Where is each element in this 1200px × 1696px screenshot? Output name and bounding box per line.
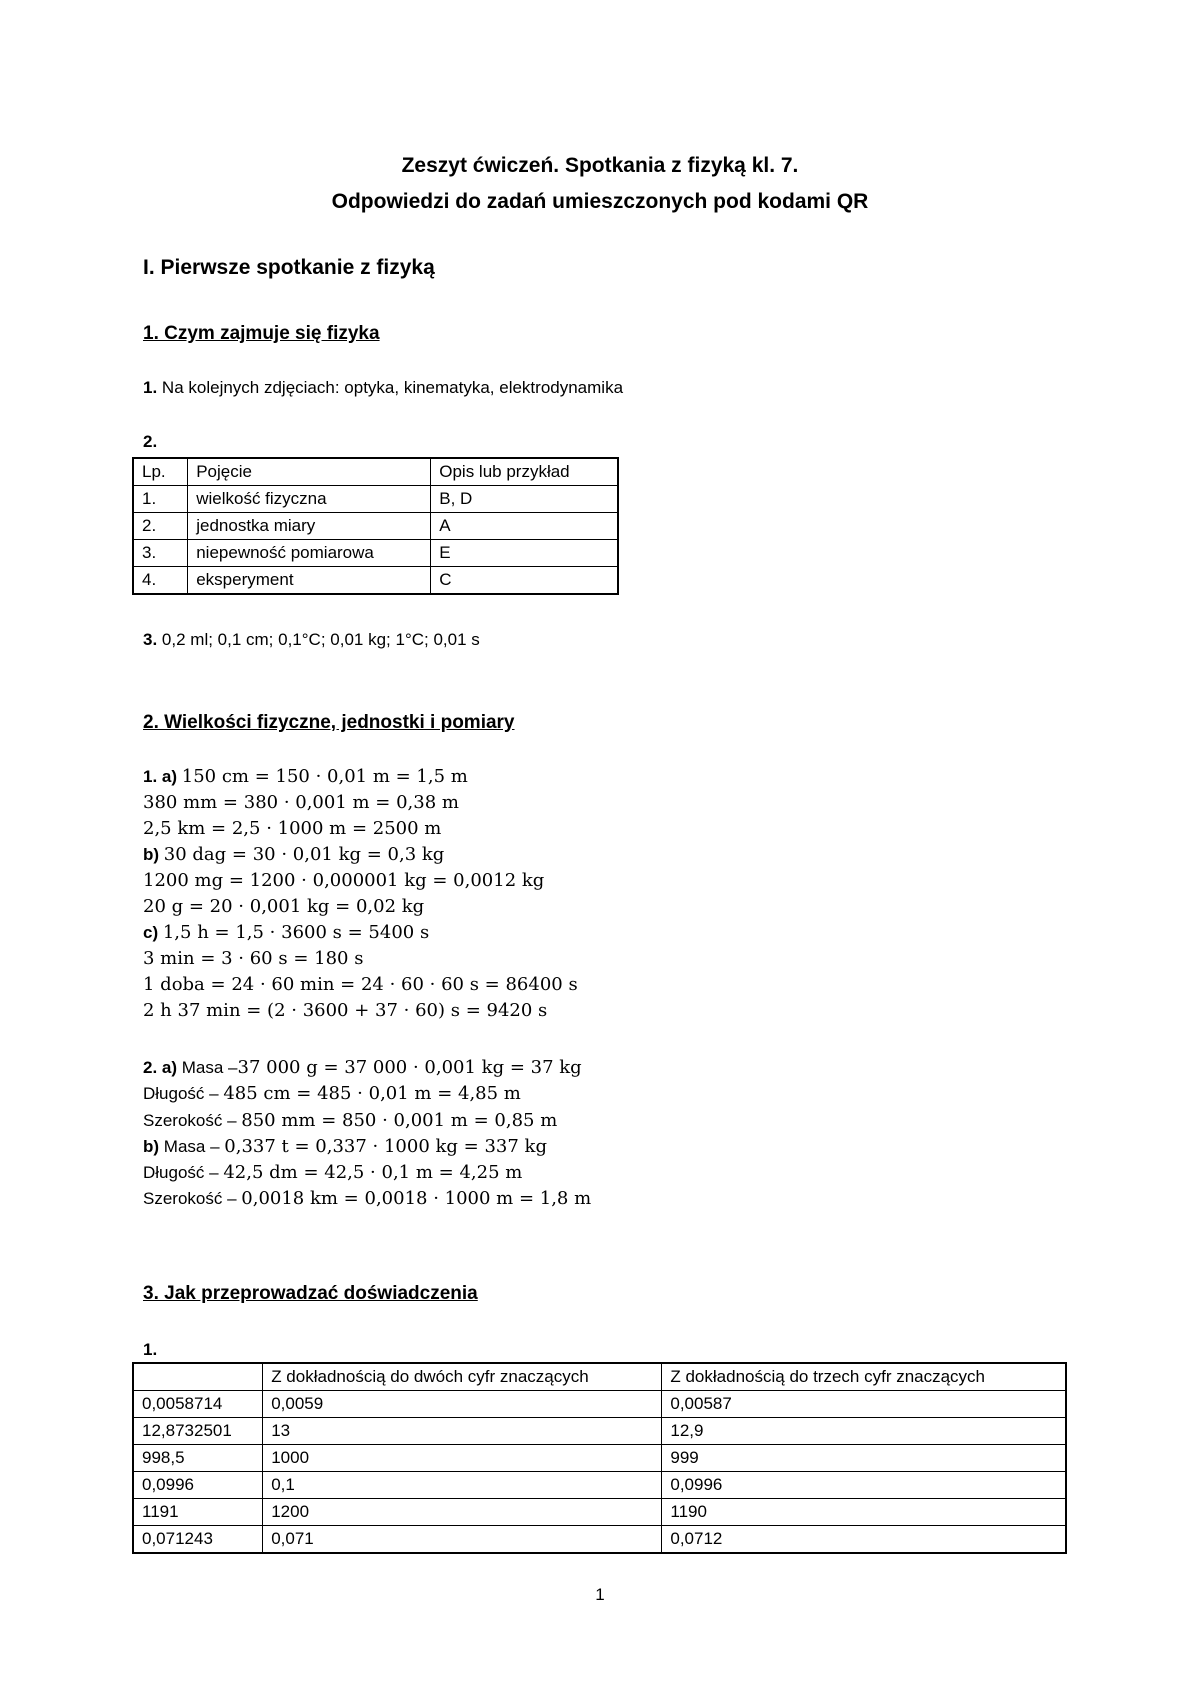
- conversion-line: [143, 896, 424, 917]
- conversion-line: [143, 1000, 547, 1021]
- line-math: 30 dag = 30 · 0,01 kg = 0,3 kg: [163, 844, 445, 865]
- table-cell: A: [431, 513, 618, 540]
- table-cell: wielkość fizyczna: [188, 486, 431, 513]
- line-math: 1 doba = 24 · 60 min = 24 · 60 · 60 s = 86400 s: [143, 974, 578, 995]
- s3-q1-number: 1.: [143, 1340, 158, 1359]
- section-1-heading: 1. Czym zajmuje się fizyka: [143, 323, 380, 344]
- line-label: Masa –: [163, 1137, 220, 1156]
- table-cell: eksperyment: [188, 567, 431, 595]
- header-cell: Z dokładnością do trzech cyfr znaczących: [662, 1363, 1066, 1391]
- table-cell: 0,0712: [662, 1526, 1066, 1554]
- line-label: Szerokość –: [143, 1189, 237, 1208]
- table-header-row: [133, 458, 618, 486]
- document-title: [0, 148, 1200, 220]
- dimension-line: [143, 1057, 582, 1078]
- line-math: 2 h 37 min = (2 · 3600 + 37 · 60) s = 9420 s: [143, 1000, 548, 1021]
- line-label: Długość –: [143, 1084, 219, 1103]
- table-cell: 0,1: [263, 1472, 662, 1499]
- table-cell: 0,0996: [662, 1472, 1066, 1499]
- line-label: Masa –: [181, 1058, 238, 1077]
- conversion-line: [143, 922, 429, 943]
- header-cell: Opis lub przykład: [431, 458, 618, 486]
- line-math: 0,337 t = 0,337 · 1000 kg = 337 kg: [224, 1136, 547, 1157]
- table-cell: 0,071: [263, 1526, 662, 1554]
- table-cell: 999: [662, 1445, 1066, 1472]
- table-cell: 0,071243: [133, 1526, 263, 1554]
- dimension-line: [143, 1136, 547, 1157]
- line-math: 380 mm = 380 · 0,001 m = 0,38 m: [143, 792, 459, 813]
- significant-figures-table: [132, 1362, 1067, 1554]
- line-lead: b): [143, 1137, 160, 1156]
- s1-q1-text: Na kolejnych zdjęciach: optyka, kinematyka, elektrodynamika: [161, 378, 624, 397]
- line-math: 37 000 g = 37 000 · 0,001 kg = 37 kg: [237, 1057, 582, 1078]
- table-cell: 0,0058714: [133, 1391, 263, 1418]
- conversion-line: [143, 792, 459, 813]
- s1-q2-number: 2.: [143, 432, 158, 451]
- section-2-heading: 2. Wielkości fizyczne, jednostki i pomiary: [143, 712, 515, 733]
- dimension-line: [143, 1188, 591, 1209]
- title-line-2: Odpowiedzi do zadań umieszczonych pod kodami QR: [331, 190, 869, 213]
- s1-q1: [143, 378, 623, 398]
- title-line-1: Zeszyt ćwiczeń. Spotkania z fizyką kl. 7.: [401, 154, 799, 177]
- header-cell: [133, 1363, 263, 1391]
- table-cell: 1190: [662, 1499, 1066, 1526]
- table-row: [133, 513, 618, 540]
- dimension-line: [143, 1083, 521, 1104]
- table-cell: 12,9: [662, 1418, 1066, 1445]
- table-cell: 0,0996: [133, 1472, 263, 1499]
- table-cell: 1000: [263, 1445, 662, 1472]
- line-math: 20 g = 20 · 0,001 kg = 0,02 kg: [143, 896, 425, 917]
- conversion-line: [143, 766, 468, 787]
- line-lead: c): [143, 923, 159, 942]
- s1-q3-text: 0,2 ml; 0,1 cm; 0,1°C; 0,01 kg; 1°C; 0,01 s: [161, 630, 480, 649]
- line-math: 850 mm = 850 · 0,001 m = 0,85 m: [241, 1110, 558, 1131]
- table-cell: 0,0059: [263, 1391, 662, 1418]
- table-cell: E: [431, 540, 618, 567]
- page-number: 1: [595, 1585, 605, 1604]
- table-cell: 1200: [263, 1499, 662, 1526]
- line-lead: 1. a): [143, 767, 178, 786]
- table-cell: 2.: [133, 513, 188, 540]
- table-row: [133, 1499, 1066, 1526]
- table-cell: C: [431, 567, 618, 595]
- line-math: 1,5 h = 1,5 · 3600 s = 5400 s: [162, 922, 430, 943]
- table-row: [133, 1391, 1066, 1418]
- line-lead: b): [143, 845, 160, 864]
- s1-q3-number: 3.: [143, 630, 158, 649]
- concepts-table: [132, 457, 619, 595]
- table-cell: B, D: [431, 486, 618, 513]
- table-row: [133, 1526, 1066, 1554]
- table-cell: 4.: [133, 567, 188, 595]
- table-cell: 1191: [133, 1499, 263, 1526]
- table-row: [133, 1472, 1066, 1499]
- line-math: 485 cm = 485 · 0,01 m = 4,85 m: [223, 1083, 521, 1104]
- table-header-row: [133, 1363, 1066, 1391]
- s1-q3: [143, 630, 480, 650]
- table-row: [133, 1445, 1066, 1472]
- table-cell: 1.: [133, 486, 188, 513]
- line-label: Długość –: [143, 1163, 219, 1182]
- line-label: Szerokość –: [143, 1111, 237, 1130]
- section-3-heading: 3. Jak przeprowadzać doświadczenia: [143, 1283, 478, 1304]
- s1-q1-number: 1.: [143, 378, 158, 397]
- table-cell: niepewność pomiarowa: [188, 540, 431, 567]
- dimension-line: [143, 1162, 522, 1183]
- line-math: 0,0018 km = 0,0018 · 1000 m = 1,8 m: [241, 1188, 592, 1209]
- table-cell: 0,00587: [662, 1391, 1066, 1418]
- table-cell: jednostka miary: [188, 513, 431, 540]
- conversion-line: [143, 844, 444, 865]
- table-cell: 3.: [133, 540, 188, 567]
- line-math: 2,5 km = 2,5 · 1000 m = 2500 m: [143, 818, 442, 839]
- header-cell: Lp.: [133, 458, 188, 486]
- conversion-line: [143, 818, 441, 839]
- conversion-line: [143, 870, 544, 891]
- header-cell: Z dokładnością do dwóch cyfr znaczących: [263, 1363, 662, 1391]
- line-math: 150 cm = 150 · 0,01 m = 1,5 m: [181, 766, 468, 787]
- line-lead: 2. a): [143, 1058, 178, 1077]
- conversion-line: [143, 974, 578, 995]
- header-cell: Pojęcie: [188, 458, 431, 486]
- line-math: 42,5 dm = 42,5 · 0,1 m = 4,25 m: [223, 1162, 523, 1183]
- table-cell: 12,8732501: [133, 1418, 263, 1445]
- part-heading: I. Pierwsze spotkanie z fizyką: [143, 256, 435, 279]
- dimension-line: [143, 1110, 557, 1131]
- table-cell: 998,5: [133, 1445, 263, 1472]
- table-row: [133, 1418, 1066, 1445]
- line-math: 1200 mg = 1200 · 0,000001 kg = 0,0012 kg: [143, 870, 545, 891]
- line-math: 3 min = 3 · 60 s = 180 s: [143, 948, 364, 969]
- conversion-line: [143, 948, 363, 969]
- table-cell: 13: [263, 1418, 662, 1445]
- table-row: [133, 567, 618, 595]
- table-row: [133, 540, 618, 567]
- table-row: [133, 486, 618, 513]
